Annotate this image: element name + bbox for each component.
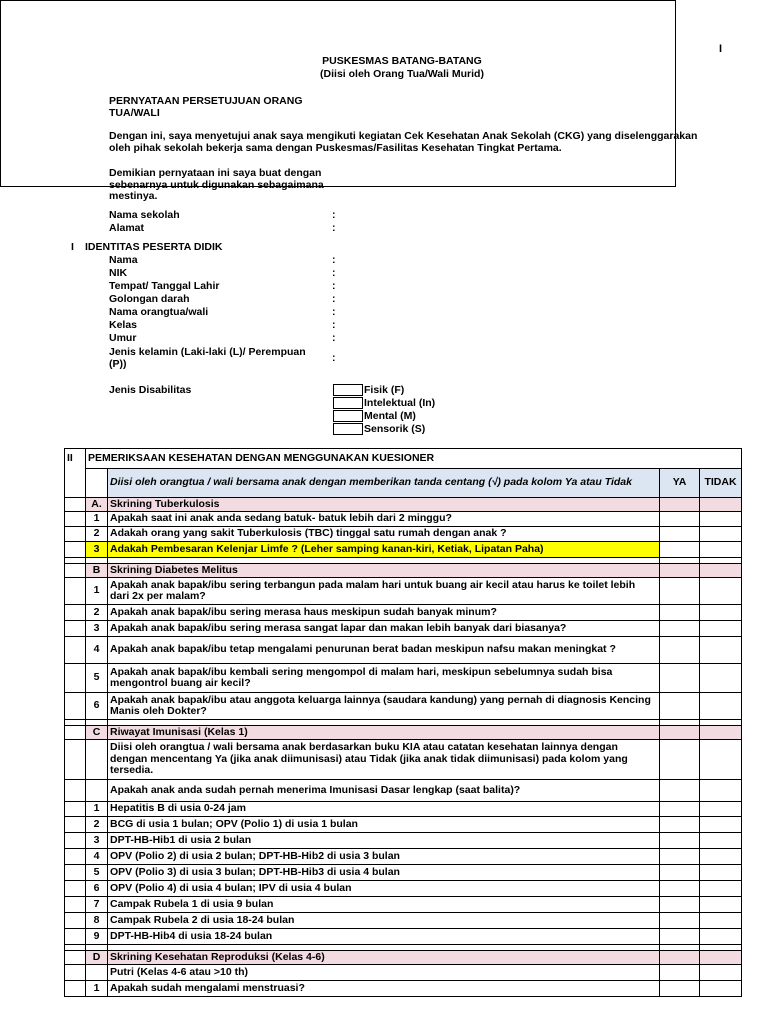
address-label: Alamat xyxy=(109,222,145,234)
yes-cell[interactable] xyxy=(660,621,700,637)
question-text: BCG di usia 1 bulan; OPV (Polio 1) di usia 1 bulan xyxy=(108,817,660,833)
questionnaire-title: PEMERIKSAAN KESEHATAN DENGAN MENGGUNAKAN KUESIONER xyxy=(86,449,742,469)
table-row xyxy=(65,929,742,945)
no-cell[interactable] xyxy=(700,605,742,621)
yes-cell[interactable] xyxy=(660,527,700,542)
disability-option: Mental (M) xyxy=(364,410,416,422)
field-colon: : xyxy=(332,267,336,279)
no-cell[interactable] xyxy=(700,849,742,865)
table-row xyxy=(65,780,742,802)
row-number: 3 xyxy=(86,542,108,558)
field-label: NIK xyxy=(109,267,128,279)
question-text: Campak Rubela 2 di usia 18-24 bulan xyxy=(108,913,660,929)
row-number: 4 xyxy=(86,849,108,865)
question-text: Apakah anak anda sudah pernah menerima Imunisasi Dasar lengkap (saat balita)? xyxy=(108,780,660,802)
row-number: 9 xyxy=(86,929,108,945)
field-label: Nama xyxy=(109,254,138,266)
field-label: Umur xyxy=(109,332,137,344)
immunization-instruction: Diisi oleh orangtua / wali bersama anak berdasarkan buku KIA atau catatan kesehatan lainnya dengan dengan mencentang Ya (jika anak diimunisasi) atau Tidak (jika anak tidak diimunisasi) pada kolom yang tersedia. xyxy=(108,740,660,780)
table-row xyxy=(65,817,742,833)
field-colon: : xyxy=(332,332,336,344)
question-text: Campak Rubela 1 di usia 9 bulan xyxy=(108,897,660,913)
yes-cell[interactable] xyxy=(660,881,700,897)
yes-cell[interactable] xyxy=(660,637,700,664)
row-number: 1 xyxy=(86,802,108,817)
declaration-line2: sebenarnya untuk digunakan sebagaimana xyxy=(109,179,324,191)
table-row xyxy=(65,965,742,981)
clinic-title: PUSKESMAS BATANG-BATANG xyxy=(322,55,482,67)
disability-checkbox[interactable] xyxy=(333,384,363,396)
yes-cell[interactable] xyxy=(660,897,700,913)
question-text: Apakah anak bapak/ibu kembali sering mengompol di malam hari, meskipun sebelumnya sudah bisa mengontrol buang air kecil? xyxy=(108,664,660,693)
table-row xyxy=(65,981,742,997)
section-title: Skrining Tuberkulosis xyxy=(108,498,660,512)
question-text: Apakah anak bapak/ibu sering merasa haus meskipun sudah banyak minum? xyxy=(108,605,660,621)
section-number-I: I xyxy=(71,241,74,253)
table-row xyxy=(65,621,742,637)
table-row xyxy=(65,605,742,621)
statement-title-line2: TUA/WALI xyxy=(109,107,160,119)
consent-paragraph-line1: Dengan ini, saya menyetujui anak saya mengikuti kegiatan Cek Kesehatan Anak Sekolah (CKG) yang diselenggarakan xyxy=(109,130,698,142)
no-cell[interactable] xyxy=(700,881,742,897)
question-text: Apakah anak bapak/ibu sering merasa sangat lapar dan makan lebih banyak dari biasanya? xyxy=(108,621,660,637)
question-text: DPT-HB-Hib1 di usia 2 bulan xyxy=(108,833,660,849)
section-row xyxy=(65,498,742,512)
yes-cell[interactable] xyxy=(660,693,700,720)
declaration-line3: mestinya. xyxy=(109,190,158,202)
gender-label-line2: (P)) xyxy=(109,358,127,370)
yes-cell[interactable] xyxy=(660,929,700,945)
field-label: Tempat/ Tanggal Lahir xyxy=(109,280,220,292)
column-yes: YA xyxy=(660,469,700,498)
row-number: 7 xyxy=(86,897,108,913)
field-colon: : xyxy=(332,293,336,305)
question-text: Apakah saat ini anak anda sedang batuk- batuk lebih dari 2 minggu? xyxy=(108,512,660,527)
column-no: TIDAK xyxy=(700,469,742,498)
table-row xyxy=(65,740,742,780)
no-cell[interactable] xyxy=(700,527,742,542)
section-title: Skrining Kesehatan Reproduksi (Kelas 4-6) xyxy=(108,951,660,965)
table-header-row xyxy=(65,469,742,498)
question-text: Adakah Pembesaran Kelenjar Limfe ? (Leher samping kanan-kiri, Ketiak, Lipatan Paha) xyxy=(108,542,660,558)
no-cell[interactable] xyxy=(700,693,742,720)
row-number: 6 xyxy=(86,881,108,897)
disability-checkbox[interactable] xyxy=(333,410,363,422)
row-number: 4 xyxy=(86,637,108,664)
section-code: B xyxy=(86,564,108,578)
disability-label: Jenis Disabilitas xyxy=(109,384,192,396)
table-row xyxy=(65,637,742,664)
yes-cell[interactable] xyxy=(660,578,700,605)
question-text: OPV (Polio 2) di usia 2 bulan; DPT-HB-Hib2 di usia 3 bulan xyxy=(108,849,660,865)
question-text: OPV (Polio 3) di usia 3 bulan; DPT-HB-Hib3 di usia 4 bulan xyxy=(108,865,660,881)
table-row xyxy=(65,913,742,929)
row-number: 1 xyxy=(86,981,108,997)
table-row xyxy=(65,449,742,469)
yes-cell[interactable] xyxy=(660,913,700,929)
school-name-colon: : xyxy=(332,209,336,221)
disability-checkbox[interactable] xyxy=(333,397,363,409)
question-text: Hepatitis B di usia 0-24 jam xyxy=(108,802,660,817)
yes-cell[interactable] xyxy=(660,981,700,997)
no-cell[interactable] xyxy=(700,865,742,881)
table-row xyxy=(65,897,742,913)
table-row xyxy=(65,664,742,693)
row-number: 2 xyxy=(86,527,108,542)
section-number-II: II xyxy=(65,449,86,469)
no-cell[interactable] xyxy=(700,981,742,997)
row-number: 1 xyxy=(86,578,108,605)
yes-cell[interactable] xyxy=(660,542,700,558)
row-number: 5 xyxy=(86,865,108,881)
question-text: Adakah orang yang sakit Tuberkulosis (TBC) tinggal satu rumah dengan anak ? xyxy=(108,527,660,542)
yes-cell[interactable] xyxy=(660,605,700,621)
no-cell[interactable] xyxy=(700,817,742,833)
section-row xyxy=(65,951,742,965)
row-number: 6 xyxy=(86,693,108,720)
address-colon: : xyxy=(332,222,336,234)
field-label: Golongan darah xyxy=(109,293,190,305)
row-number: 3 xyxy=(86,833,108,849)
table-row xyxy=(65,833,742,849)
section-code: D xyxy=(86,951,108,965)
field-colon: : xyxy=(332,280,336,292)
yes-cell[interactable] xyxy=(660,833,700,849)
disability-option: Sensorik (S) xyxy=(364,423,426,435)
section-title: Riwayat Imunisasi (Kelas 1) xyxy=(108,726,660,740)
gender-label-line1: Jenis kelamin (Laki-laki (L)/ Perempuan xyxy=(109,346,306,358)
row-number: 8 xyxy=(86,913,108,929)
table-row xyxy=(65,527,742,542)
row-number: 5 xyxy=(86,664,108,693)
declaration-line1: Demikian pernyataan ini saya buat dengan xyxy=(109,167,322,179)
no-cell[interactable] xyxy=(700,512,742,527)
consent-box xyxy=(0,0,676,187)
section-code: C xyxy=(86,726,108,740)
yes-cell[interactable] xyxy=(660,802,700,817)
no-cell[interactable] xyxy=(700,833,742,849)
table-row xyxy=(65,578,742,605)
no-cell[interactable] xyxy=(700,913,742,929)
question-text: Apakah anak bapak/ibu tetap mengalami penurunan berat badan meskipun nafsu makan meningkat ? xyxy=(108,637,660,664)
table-row xyxy=(65,881,742,897)
row-number: 3 xyxy=(86,621,108,637)
yes-cell[interactable] xyxy=(660,664,700,693)
yes-cell[interactable] xyxy=(660,849,700,865)
disability-option: Fisik (F) xyxy=(364,384,405,396)
question-text: Apakah anak bapak/ibu atau anggota keluarga lainnya (saudara kandung) yang pernah di diagnosis Kencing Manis oleh Dokter? xyxy=(108,693,660,720)
yes-cell[interactable] xyxy=(660,512,700,527)
row-number: 2 xyxy=(86,817,108,833)
consent-paragraph-line2: oleh pihak sekolah bekerja sama dengan Puskesmas/Fasilitas Kesehatan Tingkat Pertama. xyxy=(109,142,562,154)
table-row xyxy=(65,512,742,527)
table-row xyxy=(65,802,742,817)
no-cell[interactable] xyxy=(700,578,742,605)
section-code: A. xyxy=(86,498,108,512)
no-cell[interactable] xyxy=(700,897,742,913)
yes-cell[interactable] xyxy=(660,817,700,833)
identity-title: IDENTITAS PESERTA DIDIK xyxy=(85,241,223,253)
table-row xyxy=(65,849,742,865)
section-row xyxy=(65,564,742,578)
question-text: Apakah sudah mengalami menstruasi? xyxy=(108,981,660,997)
disability-checkbox[interactable] xyxy=(333,423,363,435)
field-label: Nama orangtua/wali xyxy=(109,306,209,318)
section-title: Skrining Diabetes Melitus xyxy=(108,564,660,578)
questionnaire-table xyxy=(64,448,742,997)
field-colon: : xyxy=(332,352,336,364)
instruction-text: Diisi oleh orangtua / wali bersama anak dengan memberikan tanda centang (√) pada kolom Ya atau Tidak xyxy=(108,469,660,498)
no-cell[interactable] xyxy=(700,802,742,817)
corner-mark: I xyxy=(719,43,723,55)
row-number: 1 xyxy=(86,512,108,527)
question-text: Apakah anak bapak/ibu sering terbangun pada malam hari untuk buang air kecil atau harus ke toilet lebih dari 2x per malam? xyxy=(108,578,660,605)
disability-option: Intelektual (In) xyxy=(364,397,436,409)
table-row xyxy=(65,693,742,720)
school-name-label: Nama sekolah xyxy=(109,209,180,221)
no-cell[interactable] xyxy=(700,664,742,693)
field-colon: : xyxy=(332,306,336,318)
statement-title-line1: PERNYATAAN PERSETUJUAN ORANG xyxy=(109,95,303,107)
field-label: Kelas xyxy=(109,319,138,331)
no-cell[interactable] xyxy=(700,637,742,664)
section-row xyxy=(65,726,742,740)
no-cell[interactable] xyxy=(700,542,742,558)
yes-cell[interactable] xyxy=(660,865,700,881)
subgroup-label: Putri (Kelas 4-6 atau >10 th) xyxy=(108,965,660,981)
table-row-highlighted xyxy=(65,542,742,558)
row-number: 2 xyxy=(86,605,108,621)
field-colon: : xyxy=(332,319,336,331)
no-cell[interactable] xyxy=(700,929,742,945)
table-row xyxy=(65,865,742,881)
form-subtitle: (Diisi oleh Orang Tua/Wali Murid) xyxy=(320,68,484,80)
no-cell[interactable] xyxy=(700,621,742,637)
question-text: OPV (Polio 4) di usia 4 bulan; IPV di usia 4 bulan xyxy=(108,881,660,897)
question-text: DPT-HB-Hib4 di usia 18-24 bulan xyxy=(108,929,660,945)
field-colon: : xyxy=(332,254,336,266)
